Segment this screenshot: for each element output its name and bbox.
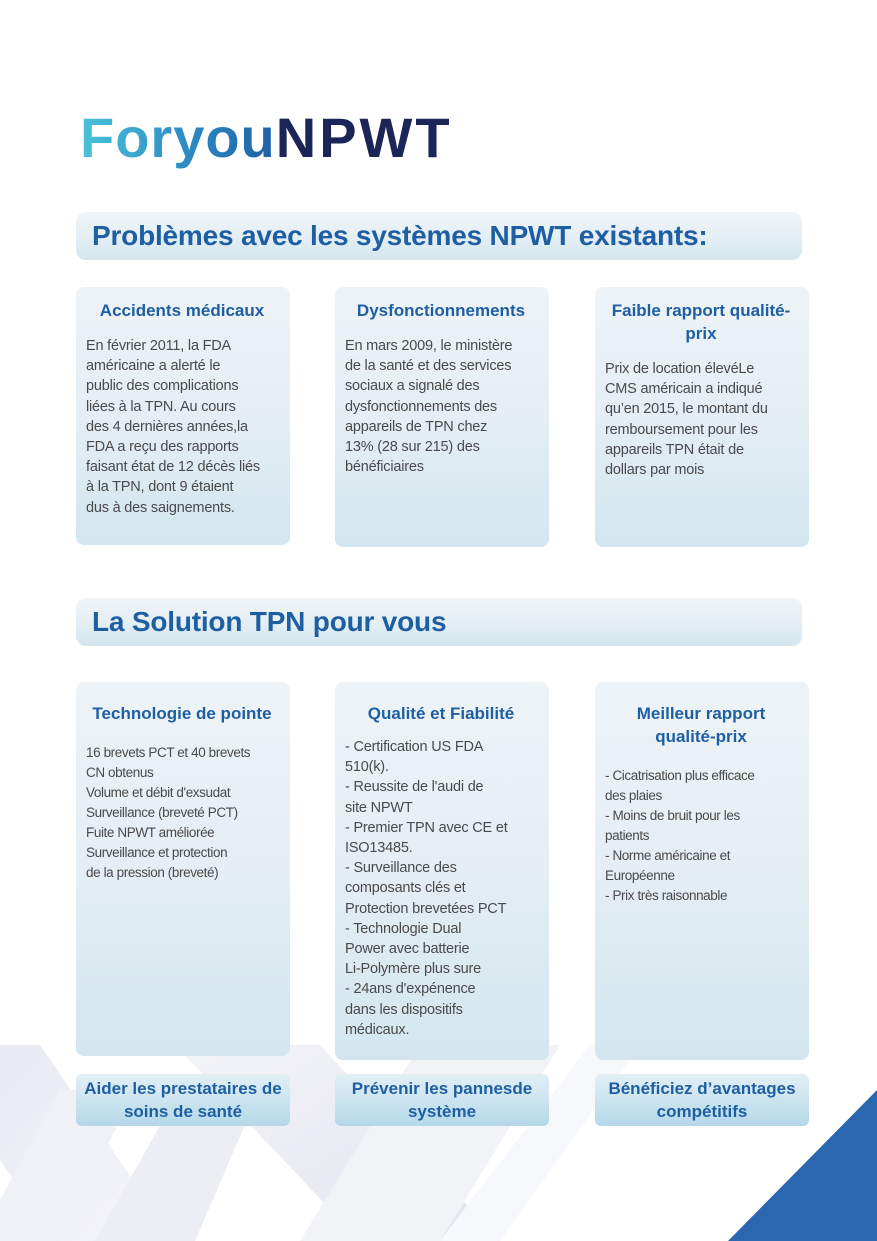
solution-card-quality (335, 682, 549, 1060)
card-title: Qualité et Fiabilité (367, 704, 515, 723)
brand-logo (80, 106, 453, 170)
problem-card-medical-accidents (76, 287, 290, 545)
card-title: Meilleur rapport qualité-prix (636, 704, 766, 746)
problems-heading: Problèmes avec les systèmes NPWT existants: (92, 220, 708, 251)
card-body: - Cicatrisation plus efficace des plaies - Moins de bruit pour les patients - Norme américaine et Européenne - Prix très raisonnable (605, 768, 755, 903)
logo-npwt: NPWT (275, 106, 453, 169)
problem-card-malfunctions (335, 287, 549, 547)
solution-heading-bar (76, 598, 802, 646)
benefit-prevent-failures: Prévenir les pannesde système (335, 1074, 549, 1126)
card-body: Prix de location élevéLe CMS américain a indiqué qu’en 2015, le montant du remboursement pour les appareils TPN était de dollars par mois (605, 361, 768, 479)
card-body: En février 2011, la FDA américaine a alerté le public des complications liées à la TPN. Au cours des 4 dernières années,la FDA a reçu des rapports faisant état de 12 décès liés à la TPN, dont 9 étaient dus à des saignements. (86, 338, 260, 516)
problems-heading-bar (76, 212, 802, 260)
solution-card-value (595, 682, 809, 1060)
card-title: Faible rapport qualité-prix (611, 301, 791, 343)
card-body: En mars 2009, le ministère de la santé et des services sociaux a signalé des dysfonctionnements des appareils de TPN chez 13% (28 sur 215) des bénéficiaires (345, 338, 513, 476)
benefit-competitive-advantage: Bénéficiez d’avantages compétitifs (595, 1074, 809, 1126)
card-body: - Certification US FDA 510(k). - Reussite de l'audi de site NPWT - Premier TPN avec CE et ISO13485. - Surveillance des composants clés et Protection brevetées PCT - Technologie Dual Power avec batterie Li-Polymère plus sure - 24ans d'expénence dans les dispositifs médicaux. (345, 739, 508, 1038)
solution-card-technology (76, 682, 290, 1056)
benefit-healthcare-providers: Aider les prestataires de soins de santé (76, 1074, 290, 1126)
logo-foryou: Foryou (80, 106, 276, 169)
card-title: Technologie de pointe (92, 704, 272, 723)
solution-heading: La Solution TPN pour vous (92, 606, 447, 637)
problem-card-low-value (595, 287, 809, 547)
card-body: 16 brevets PCT et 40 brevets CN obtenus Volume et débit d'exsudat Surveillance (breveté PCT) Fuite NPWT améliorée Surveillance et protection de la pression (breveté) (86, 745, 251, 880)
card-title: Accidents médicaux (99, 301, 265, 320)
card-title: Dysfonctionnements (356, 301, 526, 320)
